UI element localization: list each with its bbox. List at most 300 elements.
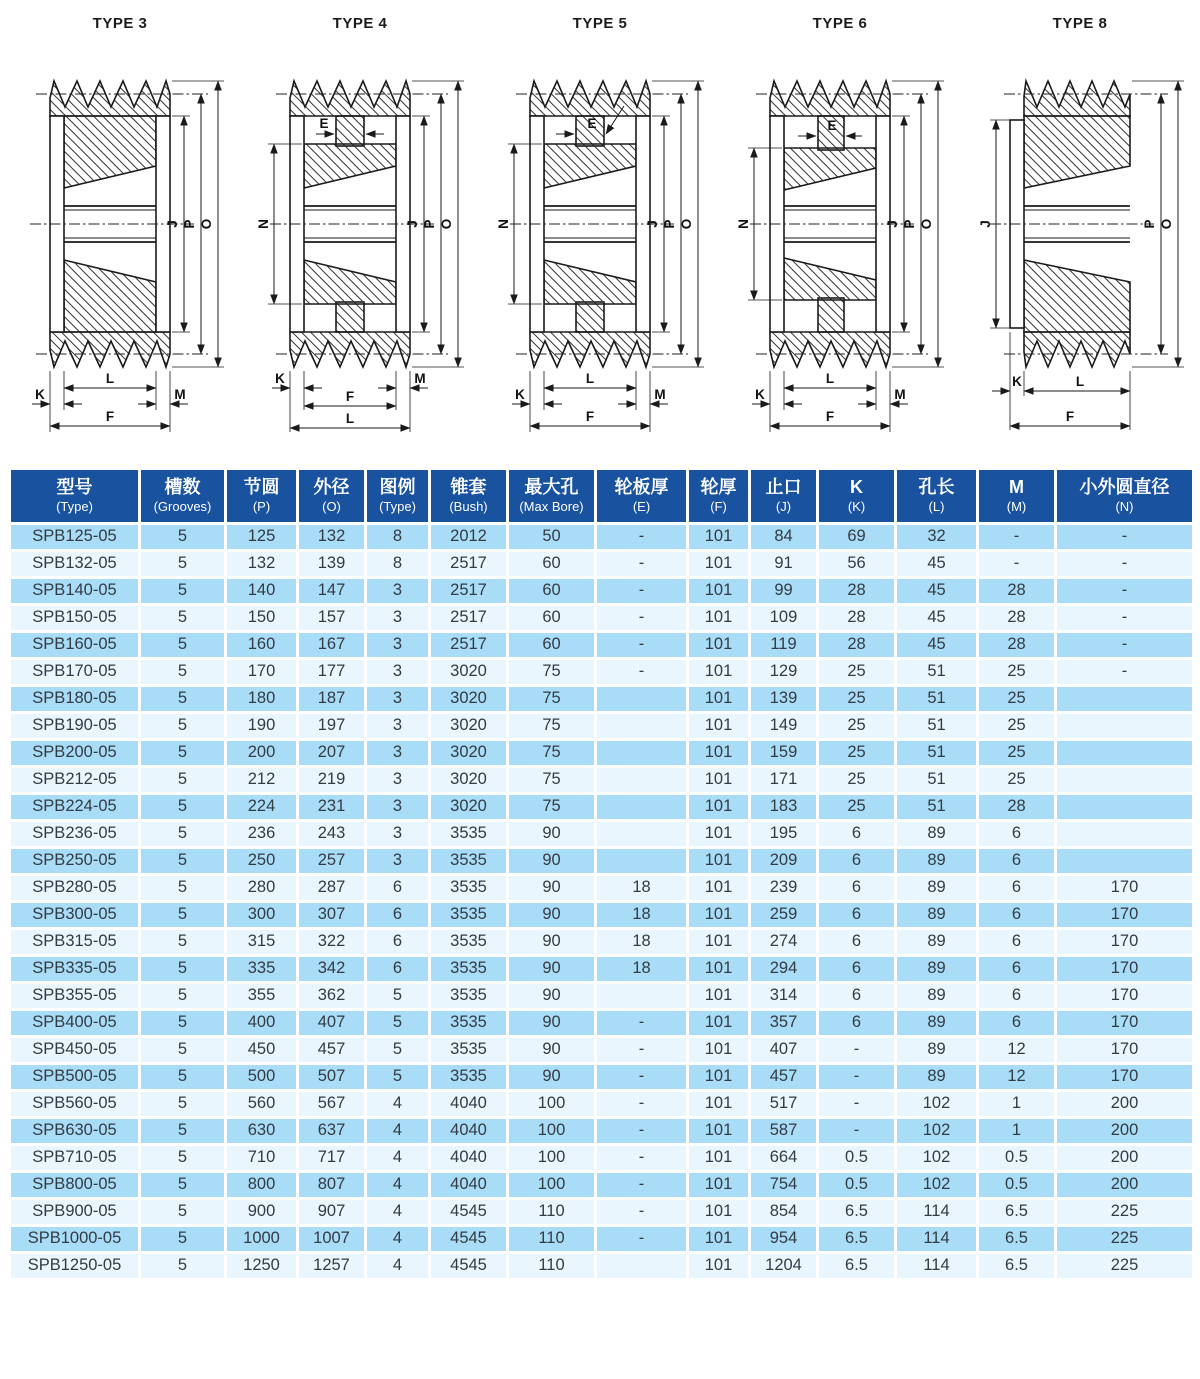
table-cell: 4545 (430, 1198, 508, 1225)
table-row (10, 1036, 1194, 1063)
table-cell: 5 (140, 658, 226, 685)
table-cell: 102 (896, 1090, 978, 1117)
table-cell (1056, 712, 1194, 739)
table-cell: 6 (978, 982, 1056, 1009)
table-cell: 89 (896, 1036, 978, 1063)
table-cell: 5 (140, 604, 226, 631)
dim-label-p: P (422, 219, 437, 229)
table-cell (1056, 793, 1194, 820)
dim-label-k: K (275, 371, 285, 386)
table-cell: - (596, 1117, 688, 1144)
table-cell: - (818, 1036, 896, 1063)
table-cell: - (596, 550, 688, 577)
web-bottom (336, 302, 364, 332)
table-cell: 4 (366, 1198, 430, 1225)
table-cell: 500 (226, 1063, 298, 1090)
table-cell: 51 (896, 793, 978, 820)
table-cell: 517 (750, 1090, 818, 1117)
column-header: 槽数 (Grooves) (140, 469, 226, 524)
table-row (10, 901, 1194, 928)
table-cell: 800 (226, 1171, 298, 1198)
table-cell: 5 (140, 1117, 226, 1144)
dim-label-o: O (919, 218, 934, 230)
dim-label-n: N (256, 219, 271, 229)
diagram-cell-type6 (720, 12, 960, 456)
table-cell: 200 (1056, 1090, 1194, 1117)
table-cell: 90 (508, 847, 596, 874)
column-header: 节圆 (P) (226, 469, 298, 524)
table-cell: 6 (978, 955, 1056, 982)
table-cell: 3535 (430, 901, 508, 928)
table-cell: 18 (596, 955, 688, 982)
table-cell: 6 (978, 901, 1056, 928)
table-cell: 84 (750, 523, 818, 550)
table-body (10, 523, 1194, 1279)
table-cell: 12 (978, 1036, 1056, 1063)
table-cell: 5 (366, 1036, 430, 1063)
column-header: K (K) (818, 469, 896, 524)
table-cell: 101 (688, 1009, 750, 1036)
table-cell: 3535 (430, 847, 508, 874)
hub-bottom (1024, 260, 1130, 332)
hub-top (784, 148, 876, 190)
column-header: 外径 (O) (298, 469, 366, 524)
table-cell: SPB132-05 (10, 550, 140, 577)
table-cell: 6 (818, 982, 896, 1009)
table-cell: 183 (750, 793, 818, 820)
table-cell: 167 (298, 631, 366, 658)
table-cell: 257 (298, 847, 366, 874)
table-row (10, 685, 1194, 712)
table-row (10, 874, 1194, 901)
table-cell: 630 (226, 1117, 298, 1144)
table-cell: 6.5 (978, 1252, 1056, 1279)
table-cell: 0.5 (818, 1144, 896, 1171)
hub-top (1024, 116, 1130, 188)
table-cell: 3 (366, 766, 430, 793)
table-cell: 231 (298, 793, 366, 820)
table-cell: 89 (896, 928, 978, 955)
table-cell: 101 (688, 1117, 750, 1144)
table-cell: 101 (688, 766, 750, 793)
table-cell (1056, 847, 1194, 874)
table-cell: 8 (366, 523, 430, 550)
table-cell: SPB355-05 (10, 982, 140, 1009)
table-cell: 101 (688, 577, 750, 604)
table-cell: 100 (508, 1090, 596, 1117)
table-cell: SPB212-05 (10, 766, 140, 793)
table-cell: 90 (508, 1063, 596, 1090)
table-cell: 100 (508, 1144, 596, 1171)
table-cell: 75 (508, 793, 596, 820)
table-cell: 315 (226, 928, 298, 955)
table-cell: 160 (226, 631, 298, 658)
table-cell: 3 (366, 631, 430, 658)
table-cell: 25 (818, 658, 896, 685)
web-top (336, 116, 364, 146)
table-cell: SPB160-05 (10, 631, 140, 658)
table-cell: 6 (978, 874, 1056, 901)
table-cell: 4545 (430, 1252, 508, 1279)
table-cell: - (818, 1090, 896, 1117)
table-cell: 1007 (298, 1225, 366, 1252)
table-cell: 101 (688, 1144, 750, 1171)
table-cell: 4040 (430, 1171, 508, 1198)
table-cell: 89 (896, 982, 978, 1009)
table-cell (596, 766, 688, 793)
table-cell: 6 (366, 901, 430, 928)
table-cell: 75 (508, 685, 596, 712)
table-cell: 5 (366, 1009, 430, 1036)
table-cell: 25 (818, 685, 896, 712)
table-cell: 4545 (430, 1225, 508, 1252)
table-cell: - (596, 658, 688, 685)
table-cell: 224 (226, 793, 298, 820)
table-cell: 101 (688, 1252, 750, 1279)
table-cell: 90 (508, 928, 596, 955)
table-cell: 90 (508, 874, 596, 901)
diagram-strip (0, 0, 1200, 456)
table-cell: - (596, 1009, 688, 1036)
table-cell: 6 (818, 1009, 896, 1036)
dim-label-e: E (319, 116, 329, 131)
table-cell: 28 (978, 577, 1056, 604)
table-cell: 407 (298, 1009, 366, 1036)
table-cell: 3535 (430, 955, 508, 982)
dim-label-m: M (414, 371, 426, 386)
table-cell: 90 (508, 901, 596, 928)
table-cell: 6 (818, 901, 896, 928)
table-cell: 1250 (226, 1252, 298, 1279)
table-cell: SPB236-05 (10, 820, 140, 847)
table-cell: 60 (508, 604, 596, 631)
table-cell: 170 (1056, 1036, 1194, 1063)
table-cell: 90 (508, 820, 596, 847)
table-cell: 3 (366, 577, 430, 604)
table-cell: 101 (688, 1171, 750, 1198)
dim-label-f: F (825, 409, 835, 424)
table-cell: 6 (366, 874, 430, 901)
table-cell: 200 (1056, 1117, 1194, 1144)
table-cell: 18 (596, 928, 688, 955)
table-cell: 2517 (430, 550, 508, 577)
table-cell: 125 (226, 523, 298, 550)
table-cell: 907 (298, 1198, 366, 1225)
dim-label-p: P (662, 219, 677, 229)
table-cell: 28 (978, 631, 1056, 658)
table-cell: 457 (750, 1063, 818, 1090)
table-cell: 5 (140, 550, 226, 577)
table-cell: 101 (688, 604, 750, 631)
dim-label-f: F (105, 409, 115, 424)
table-cell: 170 (1056, 874, 1194, 901)
table-cell: 1257 (298, 1252, 366, 1279)
dim-label-o: O (1159, 218, 1174, 230)
table-cell: 287 (298, 874, 366, 901)
table-cell: 294 (750, 955, 818, 982)
table-cell: - (1056, 577, 1194, 604)
table-cell: - (1056, 658, 1194, 685)
table-cell: 664 (750, 1144, 818, 1171)
table-cell: 25 (818, 793, 896, 820)
table-row (10, 982, 1194, 1009)
table-cell: 25 (978, 712, 1056, 739)
table-cell: 200 (1056, 1171, 1194, 1198)
table-cell: 6 (978, 820, 1056, 847)
groove-band-top (1024, 81, 1130, 116)
table-cell: SPB500-05 (10, 1063, 140, 1090)
dim-label-f: F (585, 409, 595, 424)
column-header: 小外圆直径 (N) (1056, 469, 1194, 524)
groove-band-bottom (50, 332, 170, 367)
table-cell: 362 (298, 982, 366, 1009)
table-cell: 28 (978, 793, 1056, 820)
table-cell: 45 (896, 577, 978, 604)
table-cell: SPB800-05 (10, 1171, 140, 1198)
table-cell: 60 (508, 631, 596, 658)
table-cell: 25 (978, 685, 1056, 712)
table-row (10, 523, 1194, 550)
hub-top (64, 116, 156, 188)
table-row (10, 604, 1194, 631)
table-cell: 89 (896, 847, 978, 874)
dim-label-k: K (1012, 374, 1022, 389)
table-cell: 51 (896, 658, 978, 685)
table-row (10, 1063, 1194, 1090)
table-cell: 75 (508, 766, 596, 793)
table-cell: 6 (818, 847, 896, 874)
table-cell: 3 (366, 604, 430, 631)
table-cell (596, 982, 688, 1009)
column-header: 锥套 (Bush) (430, 469, 508, 524)
table-cell: 129 (750, 658, 818, 685)
table-cell: SPB250-05 (10, 847, 140, 874)
diagram-cell-type5 (480, 12, 720, 456)
table-cell: 25 (818, 739, 896, 766)
table-cell: 3020 (430, 793, 508, 820)
table-cell: 4 (366, 1171, 430, 1198)
spec-table (8, 467, 1195, 1281)
table-cell: 3 (366, 658, 430, 685)
table-cell: 109 (750, 604, 818, 631)
column-header: 型号 (Type) (10, 469, 140, 524)
dim-label-m: M (894, 387, 906, 402)
table-cell: 89 (896, 874, 978, 901)
table-cell: 5 (140, 523, 226, 550)
table-cell: 6 (366, 928, 430, 955)
dim-label-o: O (679, 218, 694, 230)
table-cell (1056, 739, 1194, 766)
table-cell: 5 (140, 1252, 226, 1279)
table-cell: 45 (896, 550, 978, 577)
table-cell: 2517 (430, 631, 508, 658)
table-cell: 209 (750, 847, 818, 874)
dim-label-p: P (1142, 219, 1157, 229)
column-header: 最大孔 (Max Bore) (508, 469, 596, 524)
table-cell: 6.5 (818, 1252, 896, 1279)
table-cell: 5 (140, 820, 226, 847)
table-cell: 307 (298, 901, 366, 928)
table-cell: 101 (688, 901, 750, 928)
table-cell: 3020 (430, 658, 508, 685)
table-cell: SPB315-05 (10, 928, 140, 955)
table-cell: 3 (366, 847, 430, 874)
table-cell: - (1056, 631, 1194, 658)
table-cell: 190 (226, 712, 298, 739)
table-cell: 400 (226, 1009, 298, 1036)
table-cell: 335 (226, 955, 298, 982)
table-cell: - (596, 1036, 688, 1063)
dim-label-e: E (827, 118, 837, 133)
table-cell: 25 (818, 712, 896, 739)
table-cell: 5 (366, 982, 430, 1009)
table-cell: - (596, 523, 688, 550)
table-cell: 90 (508, 955, 596, 982)
pulley-diagram-type4 (240, 36, 480, 456)
table-cell: 101 (688, 847, 750, 874)
table-cell: 101 (688, 1036, 750, 1063)
table-cell (1056, 766, 1194, 793)
table-cell: 3535 (430, 1009, 508, 1036)
table-cell: 3 (366, 820, 430, 847)
table-cell: 3535 (430, 1036, 508, 1063)
table-row (10, 1198, 1194, 1225)
header-row (10, 469, 1194, 524)
table-cell: 6 (818, 955, 896, 982)
table-cell: 6 (818, 820, 896, 847)
table-cell: 637 (298, 1117, 366, 1144)
web-bottom (818, 298, 844, 332)
table-cell: - (596, 1144, 688, 1171)
table-cell: SPB170-05 (10, 658, 140, 685)
table-cell: 6 (818, 874, 896, 901)
table-cell: SPB1000-05 (10, 1225, 140, 1252)
table-cell: 171 (750, 766, 818, 793)
table-cell: 3 (366, 685, 430, 712)
table-cell: 5 (140, 874, 226, 901)
table-row (10, 1171, 1194, 1198)
table-cell: 110 (508, 1198, 596, 1225)
table-cell: 4040 (430, 1117, 508, 1144)
table-cell: 457 (298, 1036, 366, 1063)
table-cell: 854 (750, 1198, 818, 1225)
table-cell: 12 (978, 1063, 1056, 1090)
table-cell: 567 (298, 1090, 366, 1117)
dim-label-l: L (585, 371, 595, 386)
table-cell: 69 (818, 523, 896, 550)
dim-label-l: L (1075, 374, 1085, 389)
column-header: 孔长 (L) (896, 469, 978, 524)
table-cell: - (596, 1198, 688, 1225)
table-cell: 101 (688, 982, 750, 1009)
table-cell: SPB125-05 (10, 523, 140, 550)
table-cell: - (596, 1063, 688, 1090)
column-header: M (M) (978, 469, 1056, 524)
table-cell: 170 (1056, 928, 1194, 955)
table-cell: 45 (896, 631, 978, 658)
groove-band-bottom (530, 332, 650, 367)
table-cell: 101 (688, 955, 750, 982)
table-row (10, 955, 1194, 982)
table-cell: - (1056, 523, 1194, 550)
table-cell: 3 (366, 739, 430, 766)
diagram-title: TYPE 8 (1052, 15, 1108, 32)
table-cell: - (1056, 604, 1194, 631)
table-cell: 900 (226, 1198, 298, 1225)
table-cell: 51 (896, 685, 978, 712)
table-cell: - (596, 1171, 688, 1198)
table-cell: 5 (366, 1063, 430, 1090)
pulley-diagram-type6 (720, 36, 960, 456)
table-cell: 25 (978, 766, 1056, 793)
table-cell: 8 (366, 550, 430, 577)
table-cell (596, 820, 688, 847)
table-row (10, 793, 1194, 820)
table-cell: 132 (298, 523, 366, 550)
table-cell: 101 (688, 1090, 750, 1117)
table-cell: 100 (508, 1117, 596, 1144)
pulley-diagram-type3 (0, 36, 240, 456)
table-cell: 4040 (430, 1144, 508, 1171)
table-cell: 51 (896, 712, 978, 739)
table-row (10, 1144, 1194, 1171)
table-cell: SPB1250-05 (10, 1252, 140, 1279)
table-cell: 322 (298, 928, 366, 955)
table-cell: - (978, 550, 1056, 577)
dim-label-k: K (35, 387, 45, 402)
table-cell: 3 (366, 793, 430, 820)
table-cell: 3 (366, 712, 430, 739)
table-cell: 75 (508, 739, 596, 766)
table-cell (1056, 685, 1194, 712)
table-cell: SPB300-05 (10, 901, 140, 928)
table-cell: 450 (226, 1036, 298, 1063)
table-cell: 110 (508, 1252, 596, 1279)
table-cell: 5 (140, 982, 226, 1009)
table-cell: 91 (750, 550, 818, 577)
table-cell: 18 (596, 901, 688, 928)
table-row (10, 928, 1194, 955)
table-cell: SPB560-05 (10, 1090, 140, 1117)
table-cell: 6 (978, 928, 1056, 955)
table-cell: 259 (750, 901, 818, 928)
table-cell: 170 (1056, 1063, 1194, 1090)
diagram-cell-type8 (960, 12, 1200, 456)
table-cell: 101 (688, 631, 750, 658)
table-cell: 101 (688, 685, 750, 712)
table-cell: 195 (750, 820, 818, 847)
table-cell: 60 (508, 550, 596, 577)
table-cell: 710 (226, 1144, 298, 1171)
table-cell: 101 (688, 739, 750, 766)
table-cell: 101 (688, 1063, 750, 1090)
table-cell: 5 (140, 847, 226, 874)
table-cell: 0.5 (978, 1144, 1056, 1171)
table-cell: 5 (140, 739, 226, 766)
table-cell: SPB140-05 (10, 577, 140, 604)
table-cell: - (596, 577, 688, 604)
table-cell: 132 (226, 550, 298, 577)
table-cell: 101 (688, 928, 750, 955)
table-cell: 4 (366, 1090, 430, 1117)
table-cell: 101 (688, 793, 750, 820)
table-cell: 1204 (750, 1252, 818, 1279)
table-row (10, 712, 1194, 739)
table-cell: 101 (688, 550, 750, 577)
table-cell: 274 (750, 928, 818, 955)
dim-label-f: F (345, 389, 355, 404)
table-cell: 5 (140, 577, 226, 604)
